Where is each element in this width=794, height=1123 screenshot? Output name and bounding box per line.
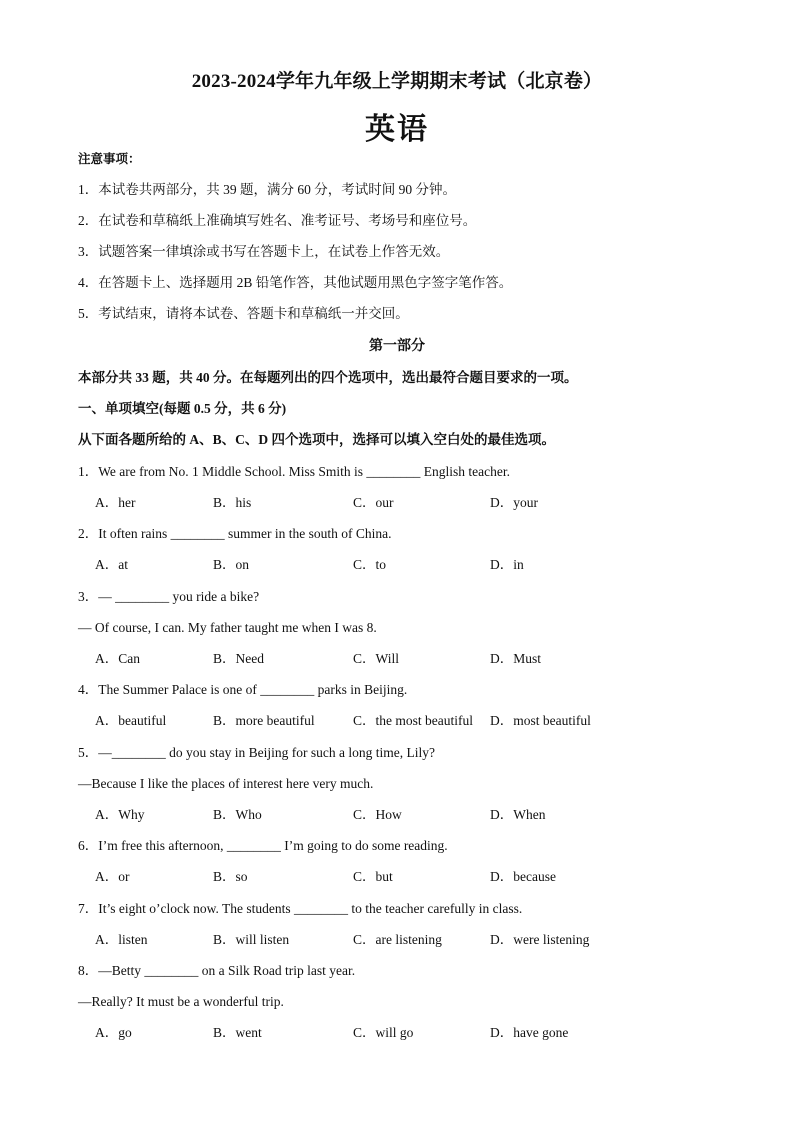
option-b: B．went bbox=[213, 1025, 262, 1040]
option-c: C．How bbox=[353, 807, 402, 822]
part-intro: 本部分共 33 题，共 40 分。在每题列出的四个选项中，选出最符合题目要求的一项。 bbox=[78, 370, 578, 385]
option-a: A．or bbox=[95, 869, 130, 884]
option-c: C．are listening bbox=[353, 932, 442, 947]
option-a: A．beautiful bbox=[95, 713, 167, 728]
option-d: D．have gone bbox=[490, 1025, 569, 1040]
option-a: A．Can bbox=[95, 651, 140, 666]
option-a: A．her bbox=[95, 495, 136, 510]
question-dialogue-line: —Because I like the places of interest here very much. bbox=[78, 776, 374, 791]
question-stem: 2．It often rains ________ summer in the south of China. bbox=[78, 526, 392, 541]
question-stem: 7．It’s eight o’clock now. The students ________ to the teacher carefully in class. bbox=[78, 901, 523, 916]
part-heading: 第一部分 bbox=[369, 339, 425, 354]
question-stem: 4．The Summer Palace is one of ________ parks in Beijing. bbox=[78, 682, 408, 697]
option-c: C．the most beautiful bbox=[353, 713, 473, 728]
option-d: D．because bbox=[490, 869, 556, 884]
option-d: D．in bbox=[490, 557, 524, 572]
section-title: 一、单项填空(每题 0.5 分，共 6 分) bbox=[78, 401, 287, 416]
option-b: B．Need bbox=[213, 651, 264, 666]
question-stem: 3．— ________ you ride a bike? bbox=[78, 589, 260, 604]
option-a: A．listen bbox=[95, 932, 148, 947]
option-d: D．most beautiful bbox=[490, 713, 591, 728]
note-item: 4．在答题卡上、选择题用 2B 铅笔作答，其他试题用黑色字签字笔作答。 bbox=[78, 275, 513, 290]
option-a: A．go bbox=[95, 1025, 132, 1040]
note-item: 1．本试卷共两部分，共 39 题，满分 60 分，考试时间 90 分钟。 bbox=[78, 182, 456, 197]
exam-title: 2023-2024学年九年级上学期期末考试（北京卷） bbox=[191, 71, 603, 92]
option-b: B．his bbox=[213, 495, 252, 510]
note-item: 2．在试卷和草稿纸上准确填写姓名、准考证号、考场号和座位号。 bbox=[78, 213, 477, 228]
option-c: C．but bbox=[353, 869, 393, 884]
section-instruction: 从下面各题所给的 A、B、C、D 四个选项中，选择可以填入空白处的最佳选项。 bbox=[78, 432, 556, 447]
question-stem: 1．We are from No. 1 Middle School. Miss Smith is ________ English teacher. bbox=[78, 464, 510, 479]
option-b: B．so bbox=[213, 869, 248, 884]
question-stem: 6．I’m free this afternoon, ________ I’m going to do some reading. bbox=[78, 838, 448, 853]
question-dialogue-line: — Of course, I can. My father taught me when I was 8. bbox=[78, 620, 377, 635]
question-dialogue-line: —Really? It must be a wonderful trip. bbox=[78, 994, 284, 1009]
option-c: C．to bbox=[353, 557, 387, 572]
option-a: A．at bbox=[95, 557, 128, 572]
option-a: A．Why bbox=[95, 807, 145, 822]
option-b: B．on bbox=[213, 557, 250, 572]
option-d: D．were listening bbox=[490, 932, 590, 947]
option-d: D．When bbox=[490, 807, 546, 822]
option-c: C．will go bbox=[353, 1025, 414, 1040]
option-c: C．Will bbox=[353, 651, 399, 666]
option-d: D．Must bbox=[490, 651, 542, 666]
note-item: 3．试题答案一律填涂或书写在答题卡上，在试卷上作答无效。 bbox=[78, 244, 450, 259]
option-b: B．will listen bbox=[213, 932, 290, 947]
option-d: D．your bbox=[490, 495, 538, 510]
notes-heading: 注意事项： bbox=[78, 152, 141, 166]
option-c: C．our bbox=[353, 495, 394, 510]
question-stem: 8．—Betty ________ on a Silk Road trip last year. bbox=[78, 963, 356, 978]
option-b: B．more beautiful bbox=[213, 713, 315, 728]
subject-title: 英语 bbox=[365, 113, 429, 146]
question-stem: 5．—________ do you stay in Beijing for such a long time, Lily? bbox=[78, 745, 435, 760]
note-item: 5．考试结束，请将本试卷、答题卡和草稿纸一并交回。 bbox=[78, 306, 409, 321]
option-b: B．Who bbox=[213, 807, 262, 822]
